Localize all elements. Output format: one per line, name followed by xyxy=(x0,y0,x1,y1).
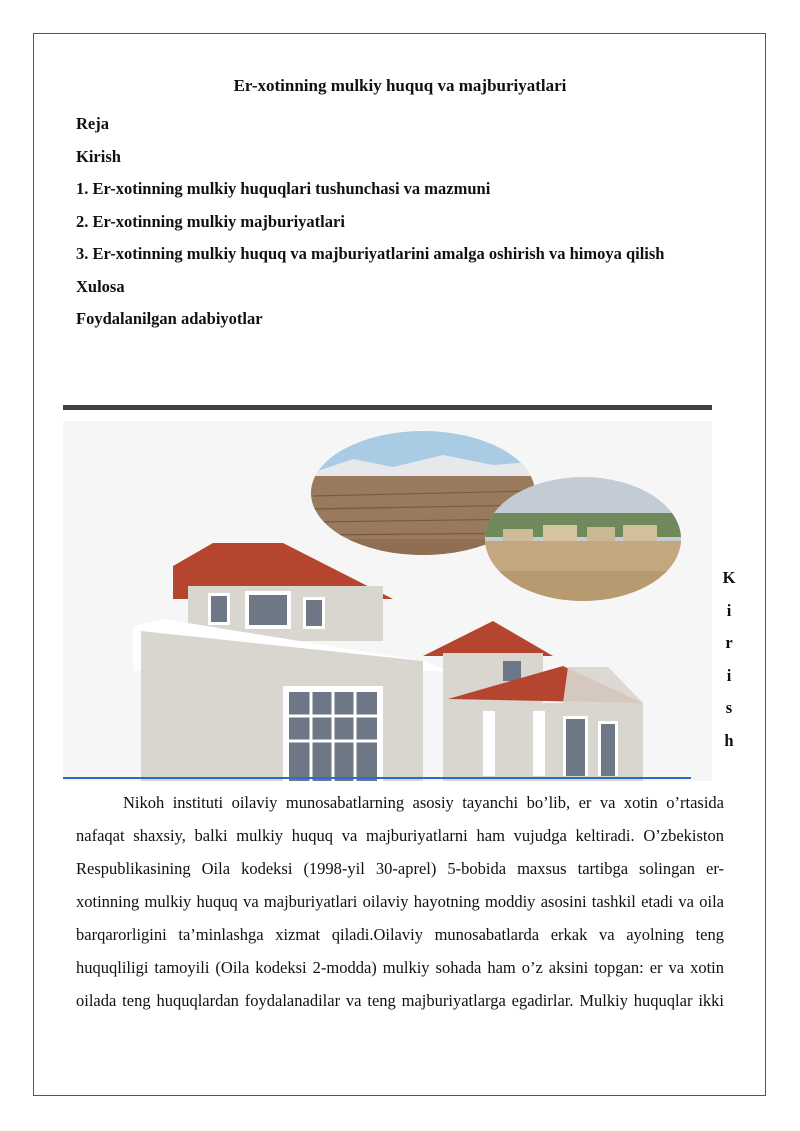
body-text xyxy=(76,786,724,1017)
plan-item: 1. Er-xotinning mulkiy huquqlari tushunchasi va mazmuni xyxy=(76,179,491,198)
heading-letter: h xyxy=(724,730,734,750)
heading-letter: s xyxy=(725,698,733,717)
section-heading-kirish xyxy=(719,562,739,757)
heading-letter: i xyxy=(726,665,732,685)
plan-item: 3. Er-xotinning mulkiy huquq va majburiyatlarini amalga oshirish va himoya qilish xyxy=(76,244,665,263)
plan-heading: Reja xyxy=(76,114,109,133)
heading-letter: K xyxy=(722,568,736,587)
horizontal-rule xyxy=(63,405,712,410)
heading-letter: i xyxy=(726,600,732,620)
house-illustration-svg xyxy=(63,421,712,781)
plan-item: Kirish xyxy=(76,146,121,166)
plan-item: 2. Er-xotinning mulkiy majburiyatlari xyxy=(76,211,345,231)
plan-list xyxy=(76,108,724,336)
body-paragraph: Nikoh instituti oilaviy munosabatlarning asosiy tayanchi bo’lib, er va xotin o’rtasida nafaqat shaxsiy, balki mulkiy huquq va majburiyatlarni ham vujudga keltiradi. O’zbekiston Respublikasining Oila kodeksi (1998-yil 30-aprel) 5-bobida maxsus tartibga solingan er-xotinning mulkiy huquq va majburiyatlari oilaviy hayotning moddiy asosini tashkil etadi va oila barqarorligini ta’minlashga xizmat qiladi.Oilaviy munosabatlarda erkak va ayolning teng huquqliligi tamoyili (Oila kodeksi 2-modda) mulkiy sohada ham o’z aksini topgan: er va xotin oilada teng huquqlardan foydalanadilar va teng majburiyatlarga egadirlar. Mulkiy huquqlar ikki xyxy=(76,793,724,1010)
plan-item: Foydalanilgan adabiyotlar xyxy=(76,309,263,328)
heading-letter: r xyxy=(725,633,733,652)
house-illustration xyxy=(63,421,712,781)
plan-item: Xulosa xyxy=(76,276,125,296)
document-title: Er-xotinning mulkiy huquq va majburiyatlari xyxy=(233,76,567,95)
